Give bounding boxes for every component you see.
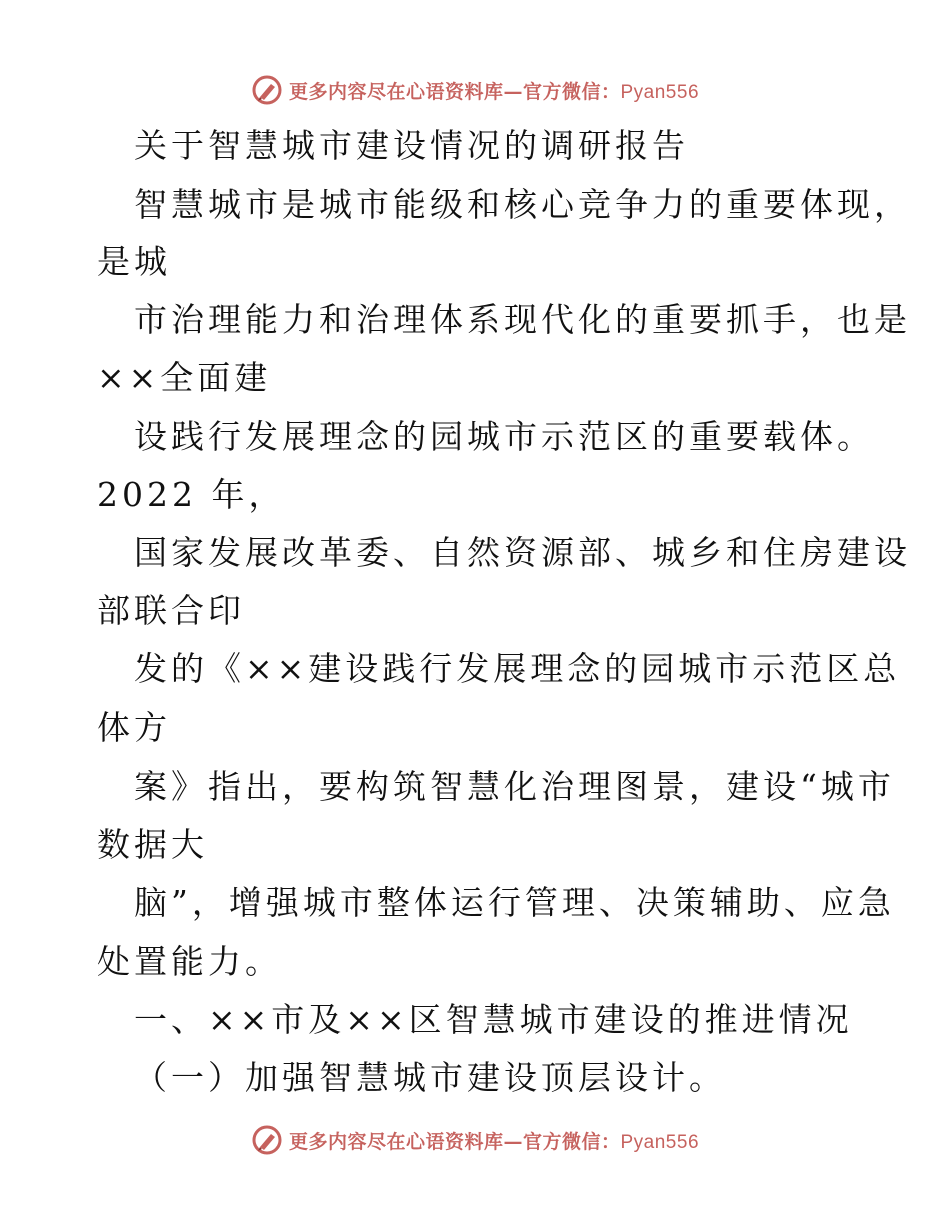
paragraph-line: 数据大	[97, 825, 208, 864]
paragraph-line: 体方	[97, 708, 171, 747]
subsection-heading: （一）加强智慧城市建设顶层设计。	[134, 1058, 726, 1097]
pen-logo-icon	[251, 1124, 283, 1156]
paragraph-line: 国家发展改革委、自然资源部、城乡和住房建设	[134, 533, 911, 572]
paragraph-line: 脑”，增强城市整体运行管理、决策辅助、应急	[134, 883, 895, 922]
paragraph-line: 2022 年，	[97, 475, 286, 514]
paragraph-line: 设践行发展理念的园城市示范区的重要载体。	[134, 417, 874, 456]
document-title: 关于智慧城市建设情况的调研报告	[134, 126, 689, 165]
paragraph-line: 发的《××建设践行发展理念的园城市示范区总	[134, 649, 901, 688]
paragraph-line: ××全面建	[97, 358, 272, 397]
paragraph-line: 是城	[97, 242, 171, 281]
watermark-text: 更多内容尽在心语资料库—官方微信：Pyan556	[288, 1130, 700, 1153]
paragraph-line: 处置能力。	[97, 942, 282, 981]
watermark-text: 更多内容尽在心语资料库—官方微信：Pyan556	[288, 80, 700, 103]
footer-watermark	[0, 1120, 950, 1160]
pen-logo-icon	[251, 74, 283, 106]
paragraph-line: 智慧城市是城市能级和核心竞争力的重要体现，	[134, 185, 911, 224]
paragraph-line: 市治理能力和治理体系现代化的重要抓手，也是	[134, 300, 911, 339]
header-watermark	[0, 70, 950, 110]
section-heading: 一、××市及××区智慧城市建设的推进情况	[134, 1000, 853, 1039]
paragraph-line: 案》指出，要构筑智慧化治理图景，建设“城市	[134, 767, 895, 806]
paragraph-line: 部联合印	[97, 591, 245, 630]
